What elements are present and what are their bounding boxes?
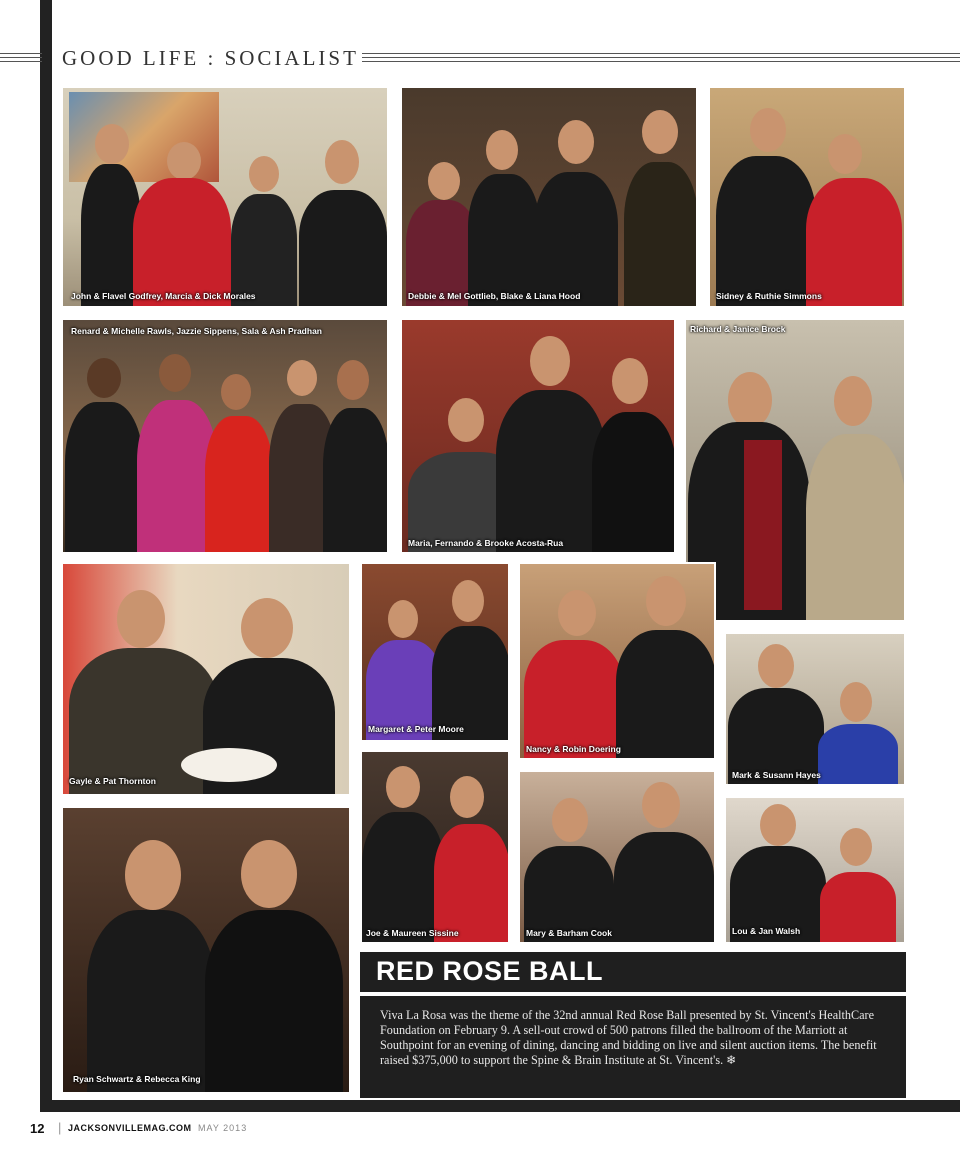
footer-issue-date: MAY 2013 <box>198 1123 248 1133</box>
photo-caption: John & Flavel Godfrey, Marcia & Dick Morales <box>71 291 256 301</box>
photo-simmons <box>708 86 906 308</box>
photo-caption: Sidney & Ruthie Simmons <box>716 291 822 301</box>
photo-caption: Nancy & Robin Doering <box>526 744 621 754</box>
header-rule-right-3 <box>362 61 960 62</box>
photo-caption: Joe & Maureen Sissine <box>366 928 459 938</box>
photo-caption: Renard & Michelle Rawls, Jazzie Sippens, Sala & Ash Pradhan <box>71 326 322 336</box>
photo-caption: Lou & Jan Walsh <box>732 926 801 936</box>
header-rule-left-2 <box>0 57 42 58</box>
photo-doering <box>518 562 716 760</box>
photo-cook <box>518 770 716 944</box>
footer-separator: | <box>58 1120 62 1135</box>
photo-acosta-rua <box>400 318 676 554</box>
header-rule-left-3 <box>0 61 42 62</box>
section-title: GOOD LIFE : SOCIALIST <box>62 46 359 70</box>
page-number: 12 <box>30 1121 45 1136</box>
header-rule-right-2 <box>362 57 960 58</box>
event-title: RED ROSE BALL <box>376 956 604 986</box>
photo-caption: Maria, Fernando & Brooke Acosta-Rua <box>408 538 564 548</box>
photo-schwartz-king <box>61 806 351 1094</box>
header-rule-left <box>0 53 42 54</box>
photo-caption: Richard & Janice Brock <box>690 324 786 334</box>
photo-godfrey-morales <box>61 86 389 308</box>
photo-moore <box>360 562 510 742</box>
event-body-box <box>360 996 906 1098</box>
event-title-bar <box>360 952 906 992</box>
photo-caption: Ryan Schwartz & Rebecca King <box>73 1074 201 1084</box>
photo-walsh <box>724 796 906 944</box>
header-rule-right <box>362 53 960 54</box>
photo-sissine <box>360 750 510 944</box>
photo-caption: Debbie & Mel Gottlieb, Blake & Liana Hood <box>408 291 581 301</box>
photo-caption: Gayle & Pat Thornton <box>69 776 156 786</box>
photo-caption: Margaret & Peter Moore <box>368 724 464 734</box>
photo-gottlieb-hood <box>400 86 698 308</box>
event-body-text: Viva La Rosa was the theme of the 32nd annual Red Rose Ball presented by St. Vincent's HealthCare Foundation on February 9. A sell-out crowd of 500 patrons filled the ballroom of the Marriott at Southpoint for an evening of dining, dancing and bidding on live and silent auction items. The benefit raised $375,000 to support the Spine & Brain Institute at St. Vincent's. ❄ <box>380 1008 877 1067</box>
photo-brock <box>684 318 906 622</box>
photo-thornton <box>61 562 351 796</box>
page-bottom-bar <box>40 1100 960 1112</box>
photo-caption: Mary & Barham Cook <box>526 928 612 938</box>
photo-hayes <box>724 632 906 786</box>
page-spine-bar <box>40 0 52 1112</box>
photo-rawls-sippens-pradhan <box>61 318 389 554</box>
footer-site-link[interactable]: JACKSONVILLEMAG.COM <box>68 1123 192 1133</box>
photo-caption: Mark & Susann Hayes <box>732 770 821 780</box>
